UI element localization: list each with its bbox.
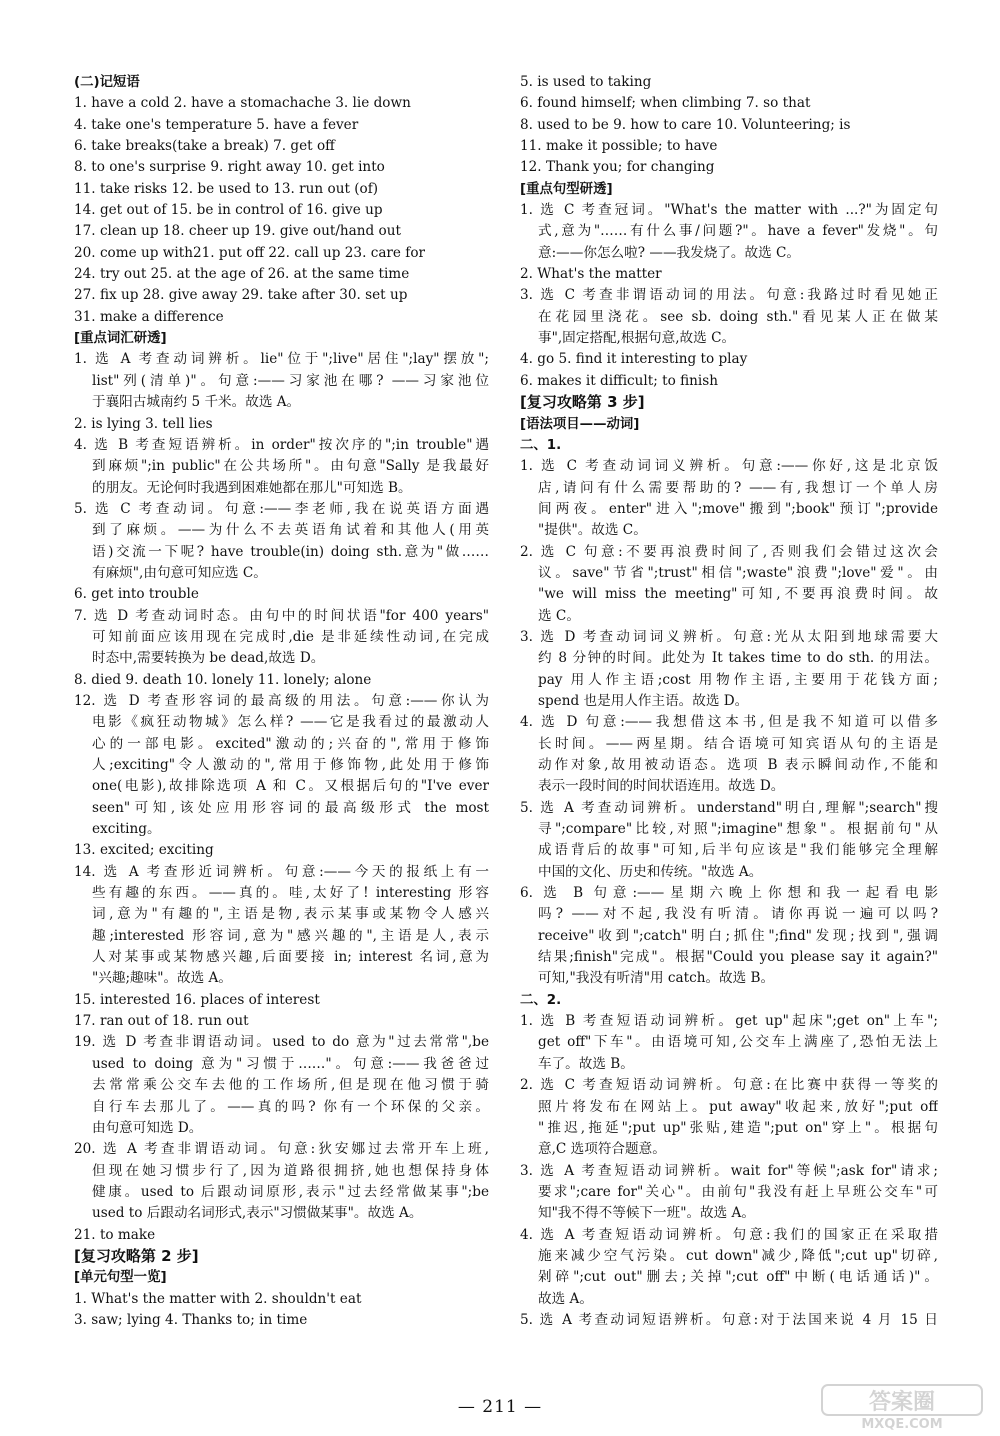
text-line: 长时间。——两星期。结合语境可知宾语从句的主语是: [538, 735, 938, 752]
text-line: 6. take breaks(take a break) 7. get off: [74, 138, 335, 155]
text-line: 12. 选 D 考查形容词的最高级的用法。句意:——你认为: [74, 692, 489, 709]
text-line: 知"我不得不等候下一班"。故选 A。: [538, 1205, 755, 1222]
text-line: 二、2.: [520, 992, 562, 1008]
text-line: 11. make it possible; to have: [520, 138, 718, 155]
text-line: 12. Thank you; for changing: [520, 159, 715, 176]
text-line: 20. come up with21. put off 22. call up 23. care for: [74, 244, 426, 261]
text-line: 剁碎";cut out"删去;关掉";cut off"中断(电话通话)"。: [538, 1269, 938, 1286]
text-line: [单元句型一览]: [74, 1270, 167, 1286]
text-line: 3. 选 C 考查非谓语动词的用法。句意:我路过时看见她正: [520, 287, 938, 304]
text-line: 的朋友。无论何时我遇到困难她都在那儿"可知选 B。: [92, 479, 412, 496]
text-line: 可知,"我没有听清"用 catch。故选 B。: [538, 970, 775, 987]
text-line: 5. 选 A 考查动词短语辨析。句意:对于法国来说 4 月 15 日: [520, 1311, 938, 1328]
text-line: 趣;interested 形容词,意为"感兴趣的",主语是人,表示: [92, 927, 489, 944]
text-line: 11. take risks 12. be used to 13. run out (of): [74, 180, 379, 197]
text-line: 式,意为"……有什么事/问题?"。have a fever"发烧"。句: [538, 223, 938, 240]
text-line: one(电影),故排除选项 A 和 C。又根据后句的"I've ever: [92, 778, 489, 795]
text-line: 4. 选 B 考查短语辨析。in order"按次序的";in trouble"遇: [74, 436, 489, 453]
text-line: 时态中,需要转换为 be dead,故选 D。: [92, 650, 325, 667]
watermark-logo: [820, 1382, 990, 1430]
text-line: 6. makes it difficult; to finish: [520, 372, 718, 389]
text-line: 17. clean up 18. cheer up 19. give out/hand out: [74, 223, 401, 240]
text-line: 健康。used to 后跟动词原形,表示"过去经常做某事";be: [92, 1183, 489, 1200]
text-line: 表示一段时间的时间状语连用。故选 D。: [538, 778, 785, 795]
text-line: 照片将发布在网站上。put away"收起来,放好";put off: [538, 1098, 938, 1115]
text-line: 3. 选 A 考查短语动词辨析。wait for"等候";ask for"请求;: [520, 1162, 938, 1179]
text-line: 意,C 选项符合题意。: [538, 1141, 666, 1158]
text-line: 到了麻烦。——为什么不去英语角试着和其他人(用英: [92, 522, 489, 539]
text-line: 议。save"节省";trust"相信";waste"浪费";love"爱"。由: [538, 564, 938, 581]
text-line: 人对某事或某物感兴趣,后面要接 in; interest 名词,意为: [92, 949, 489, 966]
text-line: 故选 A。: [538, 1290, 593, 1307]
text-line: 但现在她习惯步行了,因为道路很拥挤,她也想保持身体: [92, 1162, 489, 1179]
text-line: 1. 选 C 考查冠词。"What's the matter with ...?"为固定句: [520, 202, 938, 219]
text-line: receive"收到";catch"明白;抓住";find"发现;找到",强调: [538, 927, 938, 944]
text-line: seen"可知,该处应用形容词的最高级形式 the most: [92, 799, 489, 816]
text-line: [重点句型研透]: [520, 181, 613, 197]
text-line: 选 C。: [538, 607, 580, 624]
text-line: 施来减少空气污染。cut down"减少,降低";cut up"切碎,: [538, 1247, 938, 1264]
text-line: "we will miss the meeting"可知,不要再浪费时间。故: [538, 586, 938, 603]
text-line: [复习攻略第 3 步]: [520, 393, 645, 412]
watermark-text: 答案圈: [868, 1390, 936, 1415]
text-line: 19. 选 D 考查非谓语动词。used to do 意为"过去常常",be: [74, 1034, 489, 1051]
text-line: 24. try out 25. at the age of 26. at the same time: [74, 266, 410, 283]
text-line: 些有趣的东西。——真的。哇,太好了! interesting 形容: [92, 885, 489, 902]
text-line: 8. died 9. death 10. lonely 11. lonely; alone: [74, 671, 372, 688]
watermark-url: MXQE.COM: [861, 1417, 943, 1430]
text-line: 1. have a cold 2. have a stomachache 3. lie down: [74, 95, 411, 112]
text-line: 人;exciting"令人激动的",常用于修饰物,此处用于修饰: [92, 757, 489, 773]
text-line: 14. get out of 15. be in control of 16. give up: [74, 202, 383, 219]
text-line: 13. excited; exciting: [74, 842, 214, 859]
watermark-icon: [820, 1382, 990, 1430]
text-line: [语法项目——动词]: [520, 416, 640, 432]
text-line: 2. What's the matter: [520, 266, 662, 283]
text-line: 6. get into trouble: [74, 586, 199, 603]
text-line: 17. ran out of 18. run out: [74, 1013, 249, 1030]
text-line: 8. used to be 9. how to care 10. Volunteering; is: [520, 116, 851, 133]
text-line: 可知前面应该用现在完成时,die 是非延续性动词,在完成: [92, 628, 489, 645]
page-number: — 211 —: [457, 1397, 543, 1417]
text-line: 到麻烦";in public"在公共场所"。由句意"Sally 是我最好: [92, 458, 489, 475]
text-line: 5. 选 A 考查动词辨析。understand"明白,理解";search"搜: [520, 799, 938, 816]
text-line: 店,请问有什么需要帮助的? ——有,我想订一个单人房: [538, 479, 938, 496]
text-line: 结果;finish"完成"。根据"Could you please say it again?": [538, 949, 938, 966]
text-line: spend 也是用人作主语。故选 D。: [538, 692, 749, 709]
text-line: 8. to one's surprise 9. right away 10. get into: [74, 159, 385, 176]
text-line: 6. found himself; when climbing 7. so that: [520, 95, 811, 112]
text-line: 3. saw; lying 4. Thanks to; in time: [74, 1311, 308, 1328]
text-line: pay 用人作主语;cost 用物作主语,主要用于花钱方面;: [538, 671, 938, 688]
text-line: 要求";care for"关心"。由前句"我没有赶上早班公交车"可: [538, 1183, 938, 1200]
text-line: 2. is lying 3. tell lies: [74, 415, 213, 432]
text-line: 去常常乘公交车去他的工作场所,但是现在他习惯于骑: [92, 1077, 489, 1094]
text-line: 21. to make: [74, 1226, 156, 1243]
text-line: "提供"。故选 C。: [538, 522, 647, 539]
text-line: 31. make a difference: [74, 308, 224, 325]
text-line: 间两夜。enter"进入";move"搬到";book"预订";provide: [538, 500, 938, 517]
text-line: 4. 选 D 句意:——我想借这本书,但是我不知道可以借多: [520, 714, 938, 731]
text-line: 1. 选 C 考查动词词义辨析。句意:——你好,这是北京饭: [520, 458, 938, 475]
text-line: 心的一部电影。excited"激动的;兴奋的",常用于修饰: [92, 735, 489, 752]
text-line: 事",固定搭配,根据句意,故选 C。: [538, 330, 736, 347]
text-line: 15. interested 16. places of interest: [74, 991, 320, 1008]
text-line: 车了。故选 B。: [538, 1055, 634, 1072]
text-line: 由句意可知选 D。: [92, 1119, 203, 1136]
text-line: 二、1.: [520, 437, 562, 453]
text-line: 电影《疯狂动物城》怎么样? ——它是我看过的最激动人: [92, 714, 489, 731]
text-line: 3. 选 D 考查动词词义辨析。句意:光从太阳到地球需要大: [520, 628, 938, 645]
text-line: 吗? ——对不起,我没有听清。请你再说一遍可以吗?: [538, 906, 938, 923]
text-line: 4. go 5. find it interesting to play: [520, 351, 748, 368]
text-line: 语)交流一下呢? have trouble(in) doing sth.意为"做……: [92, 543, 489, 560]
text-line: 于襄阳古城南约 5 千米。故选 A。: [92, 394, 301, 411]
text-line: 动作对象,故用被动语态。选项 B 表示瞬间动作,不能和: [538, 757, 938, 773]
left-column: [74, 72, 489, 1331]
text-line: 4. take one's temperature 5. have a fever: [74, 116, 359, 133]
right-column: [520, 72, 938, 1331]
text-line: 中国的文化、历史和传统。"故选 A。: [538, 863, 763, 880]
text-line: 5. 选 C 考查动词。句意:——李老师,我在说英语方面遇: [74, 500, 489, 517]
text-line: 27. fix up 28. give away 29. take after 30. set up: [74, 287, 408, 304]
text-line: 成语背后的故事"可知,后半句应该是"我们能够完全理解: [538, 842, 938, 859]
text-line: 寻";compare"比较,对照";imagine"想象"。根据前句"从: [538, 821, 938, 838]
text-line: 有麻烦",由句意可知应选 C。: [92, 564, 267, 581]
text-line: (二)记短语: [74, 75, 140, 90]
text-line: 词,意为"有趣的",主语是物,表示某事或某物令人感兴: [92, 906, 489, 923]
text-line: [复习攻略第 2 步]: [74, 1246, 199, 1265]
text-line: 7. 选 D 考查动词时态。由句中的时间状语"for 400 years": [74, 607, 489, 624]
text-line: 意:——你怎么啦? ——我发烧了。故选 C。: [538, 244, 801, 261]
text-line: 5. is used to taking: [520, 74, 652, 90]
text-line: [重点词汇研透]: [74, 331, 167, 347]
text-line: used to 后跟动名词形式,表示"习惯做某事"。故选 A。: [92, 1205, 423, 1222]
text-line: get off"下车"。由语境可知,公交车上满座了,恐怕无法上: [538, 1034, 938, 1051]
text-line: 在花园里浇花。see sb. doing sth."看见某人正在做某: [538, 308, 938, 325]
text-line: used to doing 意为"习惯于……"。句意:——我爸爸过: [92, 1055, 489, 1072]
text-line: 1. What's the matter with 2. shouldn't eat: [74, 1290, 362, 1307]
text-line: 4. 选 A 考查短语动词辨析。句意:我们的国家正在采取措: [520, 1226, 938, 1243]
text-line: 20. 选 A 考查非谓语动词。句意:狄安娜过去常开车上班,: [74, 1141, 489, 1158]
text-line: 6. 选 B 句意:——星期六晚上你想和我一起看电影: [520, 885, 938, 902]
text-line: "兴趣;趣味"。故选 A。: [92, 970, 232, 987]
text-line: "推迟,拖延";put up"张贴,建造";put on"穿上"。根据句: [538, 1119, 938, 1136]
text-line: 约 8 分钟的时间。此处为 It takes time to do sth. 的用法。: [538, 650, 938, 667]
text-line: 14. 选 A 考查形近词辨析。句意:——今天的报纸上有一: [74, 863, 489, 880]
text-line: 自行车去那儿了。——真的吗? 你有一个环保的父亲。: [92, 1098, 489, 1115]
text-line: 1. 选 A 考查动词辨析。lie"位于";live"居住";lay"摆放";: [74, 351, 489, 368]
text-line: list"列(清单)"。句意:——习家池在哪? ——习家池位: [92, 372, 489, 389]
text-line: exciting。: [92, 821, 161, 838]
text-line: 1. 选 B 考查短语动词辨析。get up"起床";get on"上车";: [520, 1013, 938, 1030]
text-line: 2. 选 C 句意:不要再浪费时间了,否则我们会错过这次会: [520, 543, 938, 560]
text-line: 2. 选 C 考查短语动词辨析。句意:在比赛中获得一等奖的: [520, 1077, 938, 1094]
